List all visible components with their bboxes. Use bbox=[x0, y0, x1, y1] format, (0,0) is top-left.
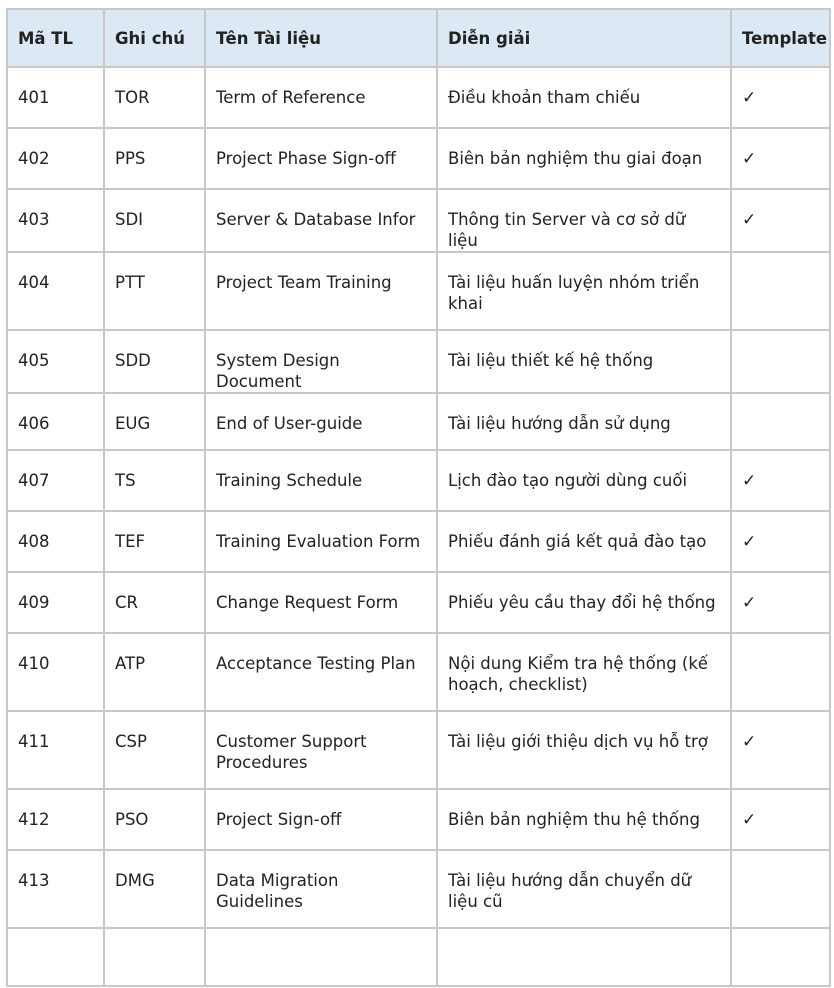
table-row bbox=[7, 711, 830, 789]
name-cell: Acceptance Testing Plan bbox=[205, 633, 437, 711]
note-cell: EUG bbox=[104, 393, 205, 450]
template-cell bbox=[731, 450, 830, 511]
desc-cell: Nội dung Kiểm tra hệ thống (kế hoạch, checklist) bbox=[437, 633, 731, 711]
name-cell: Training Schedule bbox=[205, 450, 437, 511]
note-cell: DMG bbox=[104, 850, 205, 928]
code-cell: 406 bbox=[7, 393, 104, 450]
checkmark-icon: ✓ bbox=[742, 810, 757, 830]
desc-cell: Tài liệu huấn luyện nhóm triển khai bbox=[437, 252, 731, 330]
template-cell bbox=[731, 850, 830, 928]
header-ghi-chu: Ghi chú bbox=[104, 9, 205, 67]
note-cell: CR bbox=[104, 572, 205, 633]
code-cell: 404 bbox=[7, 252, 104, 330]
name-cell: Project Sign-off bbox=[205, 789, 437, 850]
empty-cell bbox=[205, 928, 437, 986]
template-cell bbox=[731, 572, 830, 633]
template-cell bbox=[731, 711, 830, 789]
desc-cell: Tài liệu hướng dẫn chuyển dữ liệu cũ bbox=[437, 850, 731, 928]
note-cell: TEF bbox=[104, 511, 205, 572]
desc-cell: Tài liệu hướng dẫn sử dụng bbox=[437, 393, 731, 450]
header-ma-tl: Mã TL bbox=[7, 9, 104, 67]
desc-cell: Điều khoản tham chiếu bbox=[437, 67, 731, 128]
desc-cell: Biên bản nghiệm thu giai đoạn bbox=[437, 128, 731, 189]
template-cell bbox=[731, 393, 830, 450]
code-cell: 405 bbox=[7, 330, 104, 393]
table-row bbox=[7, 67, 830, 128]
name-cell: Server & Database Infor bbox=[205, 189, 437, 252]
table-row bbox=[7, 450, 830, 511]
checkmark-icon: ✓ bbox=[742, 88, 757, 108]
table-row bbox=[7, 189, 830, 252]
checkmark-icon: ✓ bbox=[742, 732, 757, 752]
code-cell: 407 bbox=[7, 450, 104, 511]
note-cell: PTT bbox=[104, 252, 205, 330]
table-row bbox=[7, 633, 830, 711]
checkmark-icon: ✓ bbox=[742, 210, 757, 230]
note-cell: CSP bbox=[104, 711, 205, 789]
name-cell: Change Request Form bbox=[205, 572, 437, 633]
code-cell: 412 bbox=[7, 789, 104, 850]
code-cell: 409 bbox=[7, 572, 104, 633]
template-cell bbox=[731, 633, 830, 711]
table-body bbox=[7, 67, 830, 986]
table-row bbox=[7, 330, 830, 393]
template-cell bbox=[731, 511, 830, 572]
empty-cell bbox=[437, 928, 731, 986]
header-ten-tai-lieu: Tên Tài liệu bbox=[205, 9, 437, 67]
table-row bbox=[7, 572, 830, 633]
checkmark-icon: ✓ bbox=[742, 471, 757, 491]
note-cell: TS bbox=[104, 450, 205, 511]
code-cell: 402 bbox=[7, 128, 104, 189]
table-row bbox=[7, 393, 830, 450]
checkmark-icon: ✓ bbox=[742, 149, 757, 169]
desc-cell: Phiếu yêu cầu thay đổi hệ thống bbox=[437, 572, 731, 633]
name-cell: Project Team Training bbox=[205, 252, 437, 330]
note-cell: PPS bbox=[104, 128, 205, 189]
code-cell: 403 bbox=[7, 189, 104, 252]
desc-cell: Tài liệu giới thiệu dịch vụ hỗ trợ bbox=[437, 711, 731, 789]
note-cell: ATP bbox=[104, 633, 205, 711]
table-row bbox=[7, 252, 830, 330]
name-cell: Customer Support Procedures bbox=[205, 711, 437, 789]
name-cell: End of User-guide bbox=[205, 393, 437, 450]
template-cell bbox=[731, 252, 830, 330]
code-cell: 410 bbox=[7, 633, 104, 711]
note-cell: PSO bbox=[104, 789, 205, 850]
table-row bbox=[7, 128, 830, 189]
header-dien-giai: Diễn giải bbox=[437, 9, 731, 67]
desc-cell: Lịch đào tạo người dùng cuối bbox=[437, 450, 731, 511]
template-cell bbox=[731, 189, 830, 252]
empty-cell bbox=[731, 928, 830, 986]
note-cell: TOR bbox=[104, 67, 205, 128]
desc-cell: Thông tin Server và cơ sở dữ liệu bbox=[437, 189, 731, 252]
empty-cell bbox=[104, 928, 205, 986]
table-header-row bbox=[7, 9, 830, 67]
template-cell bbox=[731, 330, 830, 393]
checkmark-icon: ✓ bbox=[742, 593, 757, 613]
code-cell: 401 bbox=[7, 67, 104, 128]
desc-cell: Tài liệu thiết kế hệ thống bbox=[437, 330, 731, 393]
table-row bbox=[7, 850, 830, 928]
name-cell: System Design Document bbox=[205, 330, 437, 393]
empty-cell bbox=[7, 928, 104, 986]
desc-cell: Phiếu đánh giá kết quả đào tạo bbox=[437, 511, 731, 572]
template-cell bbox=[731, 789, 830, 850]
note-cell: SDI bbox=[104, 189, 205, 252]
table-row bbox=[7, 511, 830, 572]
empty-row bbox=[7, 928, 830, 986]
header-template: Template bbox=[731, 9, 830, 67]
name-cell: Project Phase Sign-off bbox=[205, 128, 437, 189]
code-cell: 413 bbox=[7, 850, 104, 928]
name-cell: Data Migration Guidelines bbox=[205, 850, 437, 928]
template-cell bbox=[731, 128, 830, 189]
template-cell bbox=[731, 67, 830, 128]
code-cell: 411 bbox=[7, 711, 104, 789]
document-table bbox=[6, 8, 831, 987]
note-cell: SDD bbox=[104, 330, 205, 393]
table-row bbox=[7, 789, 830, 850]
desc-cell: Biên bản nghiệm thu hệ thống bbox=[437, 789, 731, 850]
checkmark-icon: ✓ bbox=[742, 532, 757, 552]
name-cell: Training Evaluation Form bbox=[205, 511, 437, 572]
name-cell: Term of Reference bbox=[205, 67, 437, 128]
code-cell: 408 bbox=[7, 511, 104, 572]
